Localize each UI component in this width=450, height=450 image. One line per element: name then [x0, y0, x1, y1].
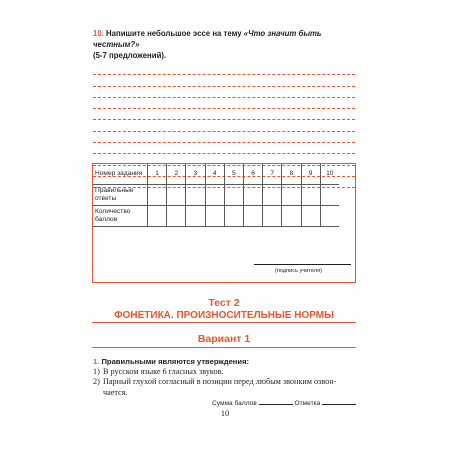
answer-line[interactable] [93, 98, 355, 109]
task-number-row [93, 164, 339, 184]
essay-length: (5-7 предложений). [93, 51, 167, 60]
page-number: 10 [220, 408, 230, 418]
answer-line[interactable] [93, 143, 355, 154]
question-1 [93, 357, 249, 366]
task-10 [93, 28, 368, 61]
sum-and-grade [212, 400, 356, 407]
question-1-options [93, 367, 363, 398]
test-heading [92, 298, 356, 323]
points-cell[interactable] [224, 205, 243, 226]
essay-topic: «Что значит быть честным?» [93, 29, 322, 49]
variant-rule [92, 347, 356, 348]
answer-cell[interactable] [301, 184, 320, 205]
row-label-points: Количество баллов [93, 205, 148, 226]
option-marker: 2) [93, 377, 100, 387]
answer-cell[interactable] [148, 184, 167, 205]
answer-cell[interactable] [186, 184, 205, 205]
option-2 [93, 377, 363, 387]
option-2-continuation: чается. [103, 387, 128, 397]
points-cell[interactable] [148, 205, 167, 226]
points-cell[interactable] [186, 205, 205, 226]
points-cell[interactable] [263, 205, 282, 226]
points-cell[interactable] [205, 205, 224, 226]
task-number-cell: 9 [301, 164, 320, 184]
points-cell[interactable] [167, 205, 186, 226]
points-cell[interactable] [320, 205, 339, 226]
grade-blank[interactable] [322, 404, 356, 405]
row-label-task-number: Номер задания [93, 164, 148, 184]
task-number-cell: 4 [205, 164, 224, 184]
correct-answers-row [93, 184, 339, 205]
option-text: В русском языке 6 гласных звуков. [103, 367, 224, 376]
task-number-cell: 8 [282, 164, 301, 184]
answer-line[interactable] [93, 120, 355, 131]
question-number: 1. [93, 357, 100, 366]
task-number-cell: 7 [263, 164, 282, 184]
points-cell[interactable] [282, 205, 301, 226]
option-1 [93, 367, 363, 377]
answer-line[interactable] [93, 64, 355, 75]
task-number-cell: 2 [167, 164, 186, 184]
answer-cell[interactable] [205, 184, 224, 205]
points-cell[interactable] [301, 205, 320, 226]
test-number: Тест 2 [208, 297, 240, 309]
variant-heading [92, 333, 356, 348]
task-text: Напишите небольшое эссе на тему [106, 29, 242, 38]
task-number-cell: 3 [186, 164, 205, 184]
option-marker: 1) [93, 367, 100, 376]
answer-line[interactable] [93, 87, 355, 98]
sum-label: Сумма баллов [212, 400, 257, 407]
answer-cell[interactable] [243, 184, 262, 205]
grade-label: Отметка [294, 400, 321, 407]
variant-title: Вариант 1 [197, 333, 251, 345]
points-row [93, 205, 339, 226]
signature-line[interactable] [254, 264, 351, 265]
test-title: ФОНЕТИКА. ПРОИЗНОСИТЕЛЬНЫЕ НОРМЫ [114, 309, 334, 321]
answer-cell[interactable] [224, 184, 243, 205]
task-number-cell: 6 [243, 164, 262, 184]
task-number-cell: 5 [224, 164, 243, 184]
answer-line[interactable] [93, 132, 355, 143]
row-label-correct-answers: Правильные ответы [93, 184, 148, 205]
answer-line[interactable] [93, 75, 355, 86]
task-number-cell: 10 [320, 164, 339, 184]
answer-cell[interactable] [167, 184, 186, 205]
score-table [93, 164, 339, 227]
task-number: 10. [93, 29, 104, 38]
sum-blank[interactable] [259, 404, 293, 405]
answer-cell[interactable] [263, 184, 282, 205]
signature-caption: (подпись учителя) [275, 268, 322, 274]
points-cell[interactable] [243, 205, 262, 226]
option-text: Парный глухой согласный в позиции перед любым звонким озвон- [103, 377, 337, 387]
task-number-cell: 1 [148, 164, 167, 184]
answer-line[interactable] [93, 109, 355, 120]
answer-cell[interactable] [320, 184, 339, 205]
question-prompt: Правильными являются утверждения: [101, 357, 250, 366]
answer-cell[interactable] [282, 184, 301, 205]
test-title-rule [92, 322, 356, 323]
